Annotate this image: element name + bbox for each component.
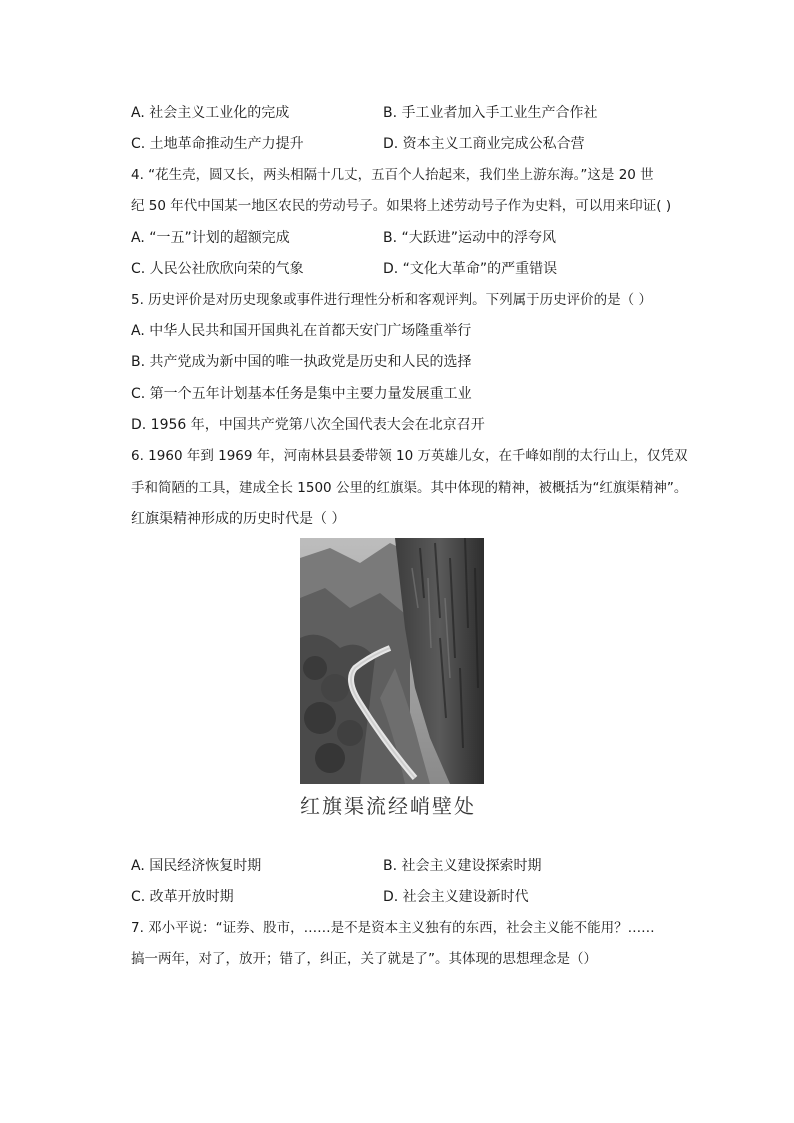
q5-option-b: B. 共产党成为新中国的唯一执政党是历史和人民的选择 xyxy=(131,354,472,370)
q5-option-a: A. 中华人民共和国开国典礼在首都天安门广场隆重举行 xyxy=(131,323,472,339)
q3-option-d: D. 资本主义工商业完成公私合营 xyxy=(383,136,585,152)
q6-stem-line2: 手和简陋的工具，建成全长 1500 公里的红旗渠。其中体现的精神，被概括为“红旗渠精神”。 xyxy=(131,480,688,496)
q4-option-c: C. 人民公社欣欣向荣的气象 xyxy=(131,261,304,277)
q6-option-c: C. 改革开放时期 xyxy=(131,889,234,905)
q5-stem: 5. 历史评价是对历史现象或事件进行理性分析和客观评判。下列属于历史评价的是（ ） xyxy=(131,292,652,308)
q6-option-d: D. 社会主义建设新时代 xyxy=(383,889,529,905)
q5-option-d: D. 1956 年，中国共产党第八次全国代表大会在北京召开 xyxy=(131,417,485,433)
q7-stem-line2: 搞一两年，对了，放开；错了，纠正，关了就是了”。其体现的思想理念是（） xyxy=(131,951,597,967)
q4-stem-line2: 纪 50 年代中国某一地区农民的劳动号子。如果将上述劳动号子作为史料，可以用来印证( ) xyxy=(131,198,672,214)
q6-option-a: A. 国民经济恢复时期 xyxy=(131,858,262,874)
q3-option-b: B. 手工业者加入手工业生产合作社 xyxy=(383,105,598,121)
q6-stem-line3: 红旗渠精神形成的历史时代是（ ） xyxy=(131,511,346,527)
q4-option-d: D. “文化大革命”的严重错误 xyxy=(383,261,558,277)
q3-option-c: C. 土地革命推动生产力提升 xyxy=(131,136,304,152)
q7-stem-line1: 7. 邓小平说：“证券、股市，……是不是资本主义独有的东西，社会主义能不能用？…… xyxy=(131,920,655,936)
q6-stem-line1: 6. 1960 年到 1969 年，河南林县县委带领 10 万英雄儿女，在千峰如削的太行山上，仅凭双 xyxy=(131,448,688,464)
q4-option-a: A. “一五”计划的超额完成 xyxy=(131,230,290,246)
q4-option-b: B. “大跃进”运动中的浮夸风 xyxy=(383,230,557,246)
q3-option-a: A. 社会主义工业化的完成 xyxy=(131,105,290,121)
q5-option-c: C. 第一个五年计划基本任务是集中主要力量发展重工业 xyxy=(131,386,472,402)
red-flag-canal-photo xyxy=(300,538,484,784)
photo-caption: 红旗渠流经峭壁处 xyxy=(300,794,476,818)
q6-option-b: B. 社会主义建设探索时期 xyxy=(383,858,542,874)
q4-stem-line1: 4. “花生壳，圆又长，两头相隔十几丈，五百个人抬起来，我们坐上游东海。”这是 20 世 xyxy=(131,167,654,183)
